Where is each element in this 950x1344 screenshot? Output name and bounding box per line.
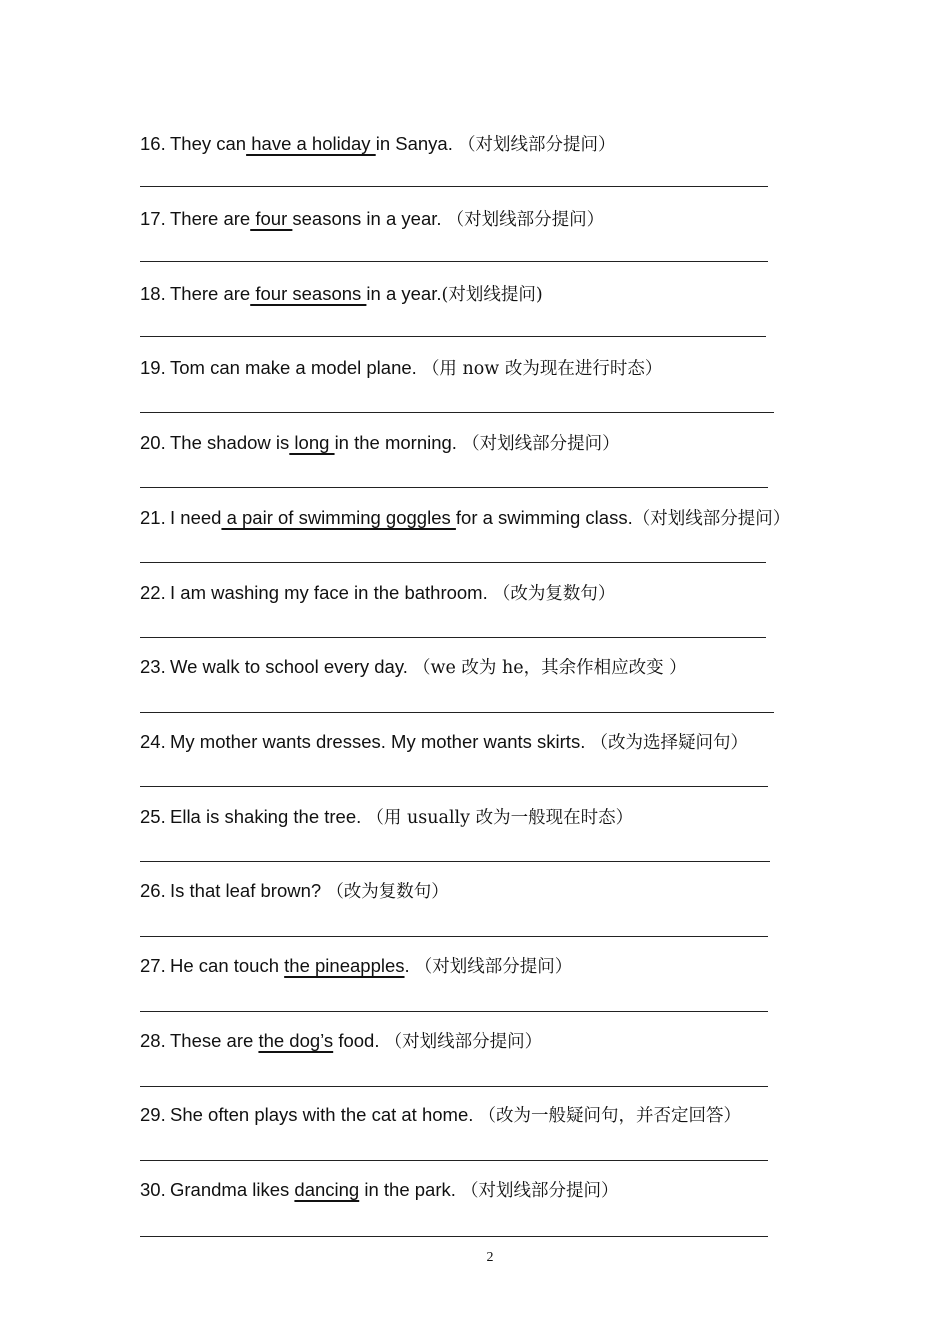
answer-line-24[interactable]	[140, 786, 768, 787]
answer-line-30[interactable]	[140, 1236, 768, 1237]
answer-line-16[interactable]	[140, 186, 768, 187]
answer-line-19[interactable]	[140, 412, 774, 413]
answer-line-27[interactable]	[140, 1011, 768, 1012]
answer-line-18[interactable]	[140, 336, 766, 337]
answer-line-20[interactable]	[140, 487, 768, 488]
question-22: 22. I am washing my face in the bathroom. （改为复数句）	[140, 582, 616, 604]
answer-line-23[interactable]	[140, 712, 774, 713]
answer-line-26[interactable]	[140, 936, 768, 937]
question-20: 20. The shadow is long in the morning. （对划线部分提问）	[140, 432, 620, 454]
answer-line-21[interactable]	[140, 562, 766, 563]
question-25: 25. Ella is shaking the tree. （用 usually 改为一般现在时态）	[140, 806, 634, 828]
question-30: 30. Grandma likes dancing in the park. （对划线部分提问）	[140, 1179, 619, 1201]
question-18: 18. There are four seasons in a year.(对划线提问)	[140, 283, 543, 305]
question-19: 19. Tom can make a model plane. （用 now 改为现在进行时态）	[140, 357, 663, 379]
answer-line-28[interactable]	[140, 1086, 768, 1087]
question-16: 16. They can have a holiday in Sanya. （对划线部分提问）	[140, 133, 616, 155]
page-number: 2	[486, 1250, 494, 1265]
answer-line-29[interactable]	[140, 1160, 768, 1161]
question-26: 26. Is that leaf brown? （改为复数句）	[140, 880, 449, 902]
answer-line-22[interactable]	[140, 637, 766, 638]
question-17: 17. There are four seasons in a year. （对划线部分提问）	[140, 208, 605, 230]
question-27: 27. He can touch the pineapples. （对划线部分提问）	[140, 955, 573, 977]
question-23: 23. We walk to school every day. （we 改为 he，其余作相应改变 ）	[140, 656, 687, 678]
question-28: 28. These are the dog’s food. （对划线部分提问）	[140, 1030, 543, 1052]
question-29: 29. She often plays with the cat at home. （改为一般疑问句，并否定回答）	[140, 1104, 742, 1126]
question-24: 24. My mother wants dresses. My mother wants skirts. （改为选择疑问句）	[140, 731, 748, 753]
answer-line-17[interactable]	[140, 261, 768, 262]
question-21: 21. I need a pair of swimming goggles for a swimming class.（对划线部分提问）	[140, 507, 791, 529]
answer-line-25[interactable]	[140, 861, 770, 862]
